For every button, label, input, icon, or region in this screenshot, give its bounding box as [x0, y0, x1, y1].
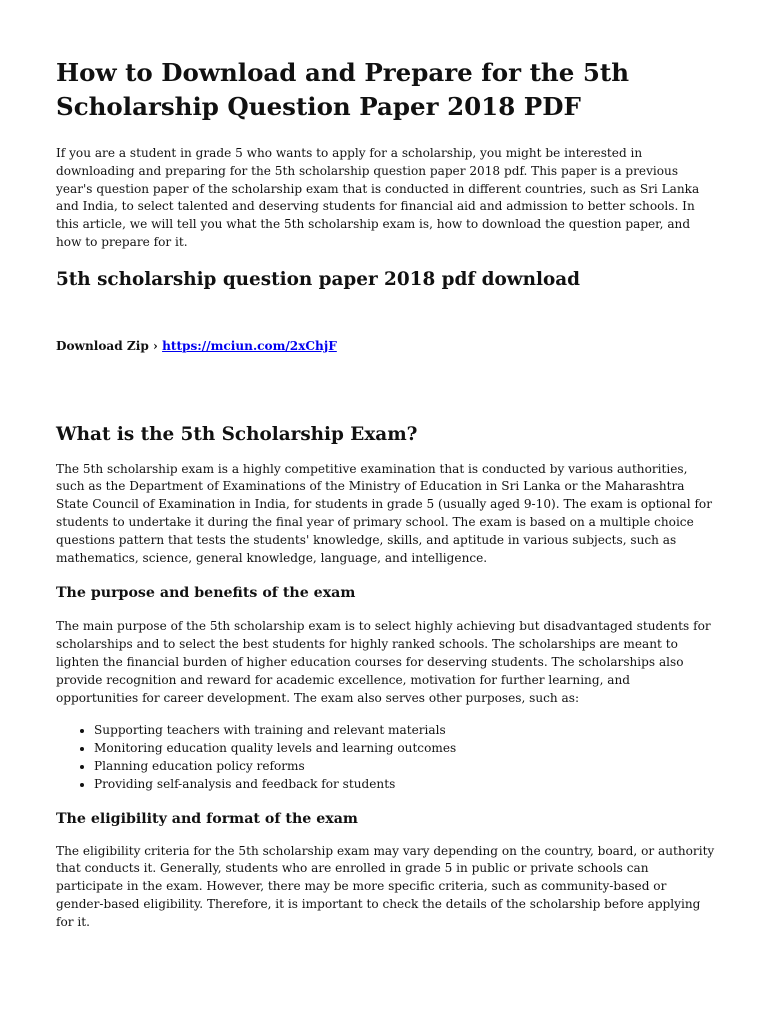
list-item: • Providing self-analysis and feedback for students: [94, 776, 716, 794]
download-link[interactable]: https://mciun.com/2xChjF: [162, 338, 337, 353]
intro-paragraph: If you are a student in grade 5 who wants to apply for a scholarship, you might be interested in downloading and preparing for the 5th scholarship question paper 2018 pdf. This paper is a previous year's question paper of the scholarship exam that is conducted in different countries, such as Sri Lanka and India, to select talented and deserving students for financial aid and admission to better schools. In this article, we will tell you what the 5th scholarship exam is, how to download the question paper, and how to prepare for it.: [56, 146, 700, 249]
eligibility-heading: The eligibility and format of the exam: [56, 810, 358, 827]
list-item: • Supporting teachers with training and relevant materials: [94, 722, 716, 740]
document-page: [56, 56, 716, 932]
eligibility-paragraph: The eligibility criteria for the 5th scholarship exam may vary depending on the country, board, or authority that conducts it. Generally, students who are enrolled in grade 5 in public or private schools can participate in the exam. However, there may be more specific criteria, such as community-based or gender-based eligibility. Therefore, it is important to check the details of the scholarship before applying for it.: [56, 843, 715, 929]
list-item: • Planning education policy reforms: [94, 758, 716, 776]
what-heading: What is the 5th Scholarship Exam?: [56, 423, 418, 445]
what-paragraph: The 5th scholarship exam is a highly competitive examination that is conducted by various authorities, such as the Department of Examinations of the Ministry of Education in Sri Lanka or the Maharashtra State Council of Examination in India, for students in grade 5 (usually aged 9-10). The exam is optional for students to undertake it during the final year of primary school. The exam is based on a multiple choice questions pattern that tests the students' knowledge, skills, and aptitude in various subjects, such as mathematics, science, general knowledge, language, and intelligence.: [56, 461, 712, 565]
purpose-heading: The purpose and benefits of the exam: [56, 585, 356, 602]
purpose-paragraph: The main purpose of the 5th scholarship exam is to select highly achieving but disadvantaged students for scholarships and to select the best students for highly ranked schools. The scholarships are meant to lighten the financial burden of higher education courses for deserving students. The scholarships also provide recognition and reward for academic excellence, motivation for further learning, and opportunities for career development. The exam also serves other purposes, such as:: [56, 619, 711, 705]
list-item: • Monitoring education quality levels and learning outcomes: [94, 740, 716, 758]
download-heading: 5th scholarship question paper 2018 pdf download: [56, 268, 581, 290]
download-line: [56, 338, 716, 356]
page-title: How to Download and Prepare for the 5th Scholarship Question Paper 2018 PDF: [56, 58, 630, 121]
download-label: Download Zip ›: [56, 338, 158, 353]
purpose-list: [56, 722, 716, 793]
